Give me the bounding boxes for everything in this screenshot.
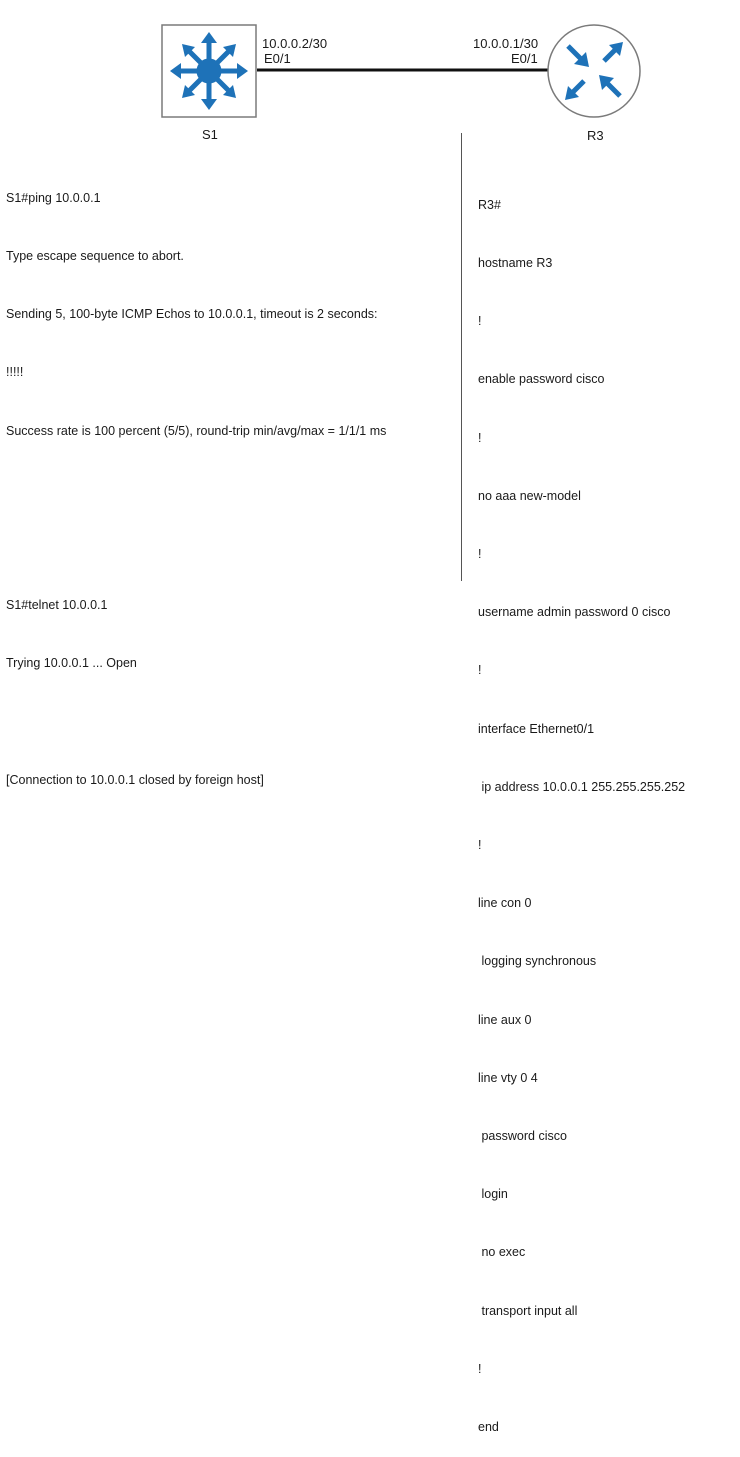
config-line: ! <box>478 663 482 678</box>
s1-interface-label: E0/1 <box>264 51 291 66</box>
console-line: !!!!! <box>6 365 24 380</box>
config-line: ! <box>478 314 482 329</box>
config-line: transport input all <box>478 1303 578 1318</box>
config-line: login <box>478 1187 508 1202</box>
console-line <box>6 480 386 499</box>
r3-config-output <box>478 157 685 1457</box>
s1-ip-label: 10.0.0.2/30 <box>262 36 328 51</box>
console-line: S1#ping 10.0.0.1 <box>6 190 101 205</box>
config-line: line aux 0 <box>478 1012 532 1027</box>
config-line: password cisco <box>478 1129 567 1144</box>
console-line: Sending 5, 100-byte ICMP Echos to 10.0.0.1, timeout is 2 seconds: <box>6 307 378 322</box>
console-line <box>6 713 386 732</box>
config-line: username admin password 0 cisco <box>478 605 671 620</box>
config-line: no aaa new-model <box>478 488 581 503</box>
config-line: hostname R3 <box>478 256 553 271</box>
config-line: interface Ethernet0/1 <box>478 721 595 736</box>
topology-diagram <box>0 0 740 140</box>
r3-ip-label: 10.0.0.1/30 <box>473 36 539 51</box>
config-line: ip address 10.0.0.1 255.255.255.252 <box>478 779 686 794</box>
config-line: line vty 0 4 <box>478 1070 538 1085</box>
config-line: ! <box>478 547 482 562</box>
console-line <box>6 538 386 557</box>
panel-divider <box>461 133 462 581</box>
console-line: S1#telnet 10.0.0.1 <box>6 598 108 613</box>
multilayer-switch-icon <box>162 25 256 117</box>
r3-device-name: R3 <box>587 128 604 143</box>
console-line: [Connection to 10.0.0.1 closed by foreign host] <box>6 772 264 787</box>
config-line: line con 0 <box>478 896 532 911</box>
config-line: ! <box>478 838 482 853</box>
config-line: ! <box>478 1361 482 1376</box>
s1-device-name: S1 <box>202 127 218 142</box>
console-line: Success rate is 100 percent (5/5), round-trip min/avg/max = 1/1/1 ms <box>6 423 387 438</box>
console-line: Trying 10.0.0.1 ... Open <box>6 656 137 671</box>
config-line: enable password cisco <box>478 372 605 387</box>
config-line: logging synchronous <box>478 954 597 969</box>
console-line: Type escape sequence to abort. <box>6 249 184 264</box>
r3-interface-label: E0/1 <box>511 51 538 66</box>
config-line: R3# <box>478 197 501 212</box>
config-line: end <box>478 1420 499 1435</box>
s1-console-output <box>6 150 386 810</box>
router-icon <box>548 25 640 117</box>
config-line: ! <box>478 430 482 445</box>
config-line: no exec <box>478 1245 526 1260</box>
